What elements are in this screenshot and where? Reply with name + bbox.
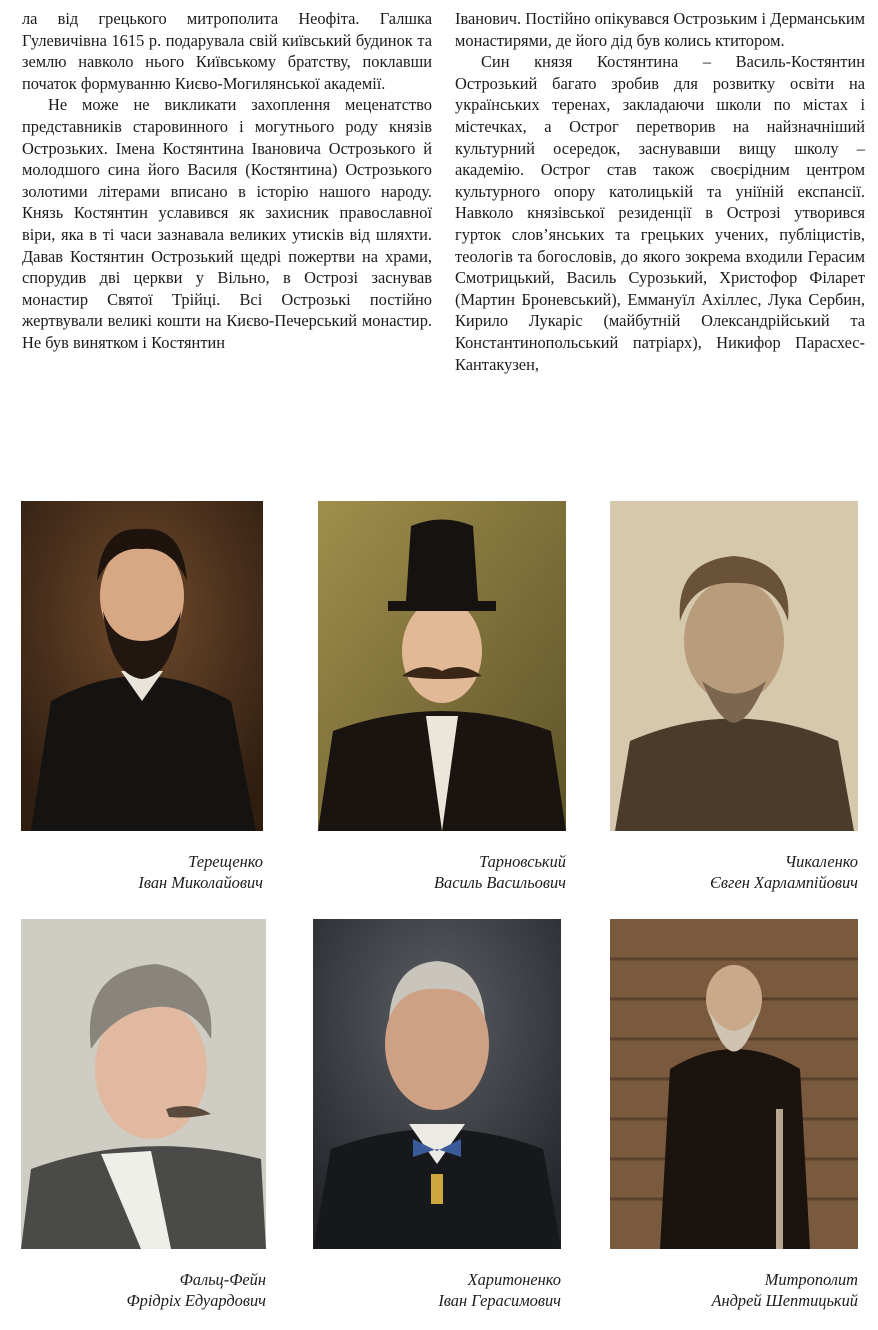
portrait-image-sheptytsky — [610, 919, 858, 1249]
portrait-caption-kharytonenko — [313, 1269, 561, 1311]
caption-given-names: Іван Герасимович — [438, 1291, 561, 1310]
portrait-caption-chykalenko — [610, 851, 858, 893]
portrait-caption-tereshchenko — [21, 851, 263, 893]
portrait-man-bow-tie-order-icon — [313, 919, 561, 1249]
portrait-image-kharytonenko — [313, 919, 561, 1249]
portrait-image-chykalenko — [610, 501, 858, 831]
portrait-bearded-man-dark-coat-icon — [21, 501, 263, 831]
portrait-image-tarnovsky — [318, 501, 566, 831]
portrait-sepia-seated-metropolitan-icon — [610, 919, 858, 1249]
portrait-man-top-hat-mustache-icon — [318, 501, 566, 831]
portrait-image-tereshchenko — [21, 501, 263, 831]
caption-given-names: Василь Васильович — [434, 873, 566, 892]
portrait-caption-falz-fein — [21, 1269, 266, 1311]
paragraph: Іванович. Постійно опікувався Острозьким і Дерманським монастирями, де його дід був колись ктитором. — [455, 9, 865, 50]
portrait-caption-tarnovsky — [318, 851, 566, 893]
caption-surname: Тарновський — [479, 852, 566, 871]
caption-surname: Чикаленко — [784, 852, 858, 871]
portrait-image-falz-fein — [21, 919, 266, 1249]
caption-given-names: Іван Миколайович — [138, 873, 263, 892]
caption-title: Митрополит — [764, 1270, 858, 1289]
caption-given-names: Андрей Шептицький — [711, 1291, 858, 1310]
paragraph: Син князя Костянтина – Василь-Костянтин Острозький багато зробив для розвитку освіти на українських теренах, закладаючи школи по містах і містечках, а Острог перетворив на найзначніший культурний осередок, заснувавши вищу школу – академію. Острог став також своєрідним центром культурного опору католицькій та уніїній експансії. Навколо князівської резиденції в Острозі утворився гурток слов’янських та грецьких учених, публіцистів, теологів та богословів, до якого зокрема входили Герасим Смотрицький, Василь Сурозький, Христофор Філарет (Мартин Броневський), Еммануїл Ахіллес, Лука Сербин, Кирило Лукаріс (майбутній Олександрійський та Константинопольський патріарх), Никифор Парасхес-Кантакузен, — [455, 52, 865, 374]
caption-surname: Фальц-Фейн — [179, 1270, 266, 1289]
paragraph: ла від грецького митрополита Неофіта. Галшка Гулевичівна 1615 р. подарувала свій київський будинок та землю навколо нього Київському братству, поклавши початок формуванню Києво-Могилянської академії. — [22, 9, 432, 93]
caption-surname: Харитоненко — [467, 1270, 561, 1289]
caption-given-names: Євген Харлампійович — [709, 873, 858, 892]
caption-given-names: Фрідріх Едуардович — [126, 1291, 266, 1310]
portrait-profile-man-mustache-icon — [21, 919, 266, 1249]
portrait-caption-sheptytsky — [610, 1269, 858, 1311]
text-column-right — [455, 8, 865, 375]
caption-surname: Терещенко — [188, 852, 263, 871]
paragraph: Не може не викликати захоплення меценатство представників старовинного і могутнього роду князів Острозьких. Імена Костянтина Івановича Острозького й молодшого сина його Василя (Костянтина) Острозького золотими літерами вписано в історію нашого народу. Князь Костянтин уславився як захисник православної віри, яка в ті часи зазнавала великих утисків від шляхти. Давав Костянтин Острозький щедрі пожертви на храми, спорудив дві церкви у Вільно, в Острозі заснував монастир Святої Трійці. Всі Острозькі постійно жертвували великі кошти на Києво-Печерський монастир. Не був винятком і Костянтин — [22, 95, 432, 352]
portrait-sepia-photo-man-icon — [610, 501, 858, 831]
text-column-left — [22, 8, 432, 354]
